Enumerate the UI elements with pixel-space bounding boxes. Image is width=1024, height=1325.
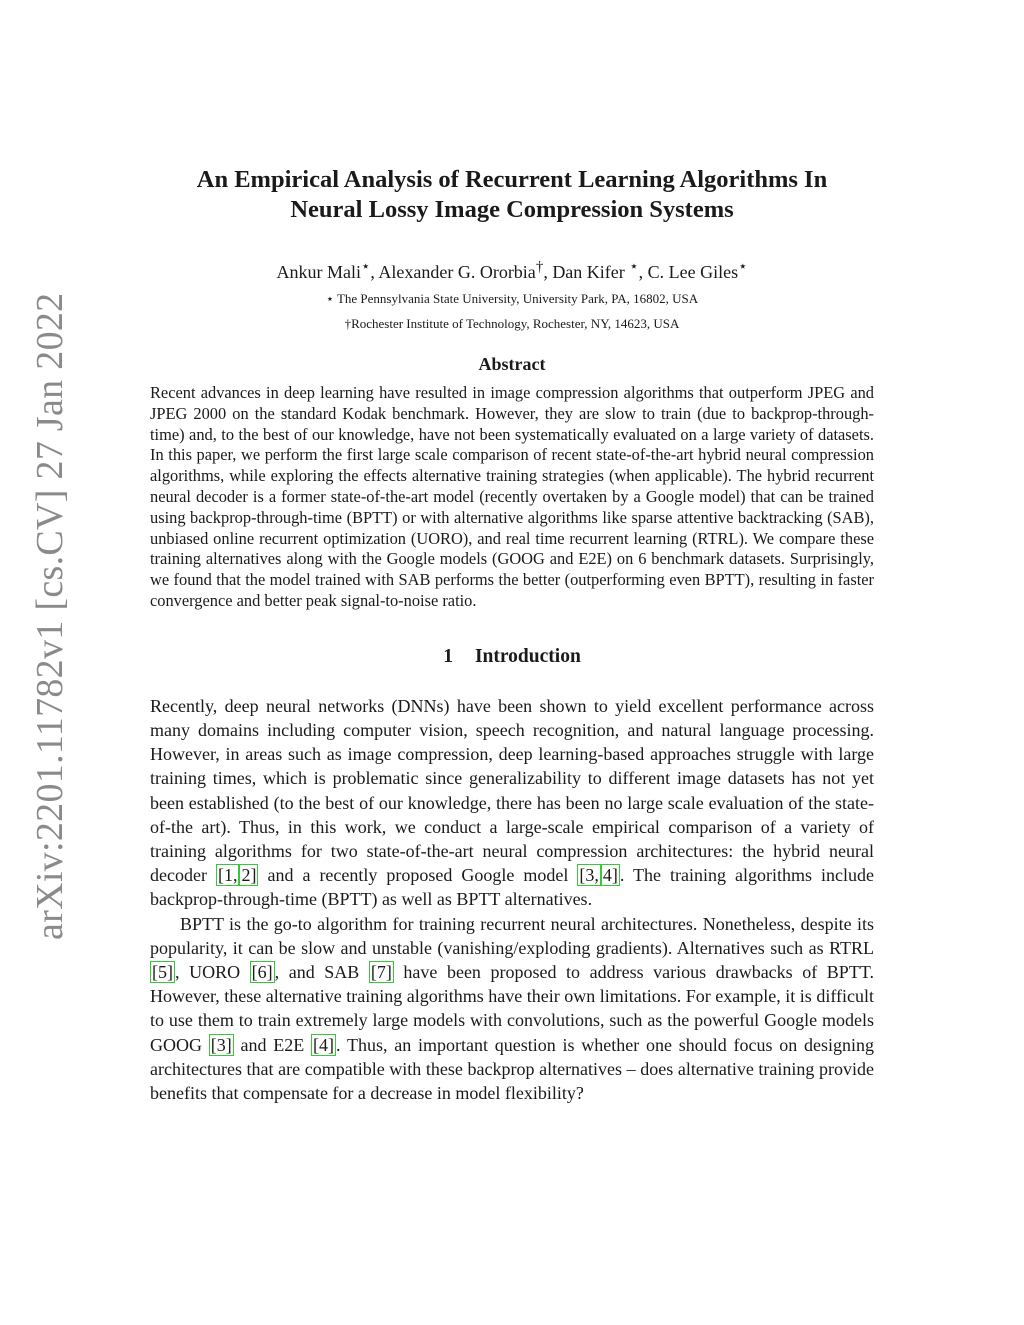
citation-link[interactable]: 2]: [241, 865, 257, 886]
affiliation-psu: ⋆ The Pennsylvania State University, University Park, PA, 16802, USA: [325, 291, 699, 306]
author-separator: ,: [370, 262, 379, 282]
citation-link[interactable]: [5]: [152, 962, 173, 982]
author-affil-mark: †: [535, 259, 544, 275]
author-name: C. Lee Giles: [647, 262, 739, 282]
paragraph-text: . Thus, an important question is whether one should focus on designing architectures that are compatible with these backprop alternatives – does alternative training provide benefits that compensate for a decrease in model flexibility?: [150, 1034, 875, 1104]
author-list: [150, 257, 874, 283]
paragraph-text: and a recently proposed Google model: [258, 865, 578, 886]
title-line-1: An Empirical Analysis of Recurrent Learning Algorithms In: [196, 166, 828, 193]
paragraph-text: , and SAB: [274, 962, 369, 982]
citation-link[interactable]: [1,: [217, 865, 238, 886]
citation-link[interactable]: [6]: [251, 962, 273, 982]
paragraph-text: BPTT is the go-to algorithm for training recurrent neural architectures. Nonetheless, despite its popularity, it can be slow and unstable (vanishing/exploding gradients). Alternatives such as RTRL: [150, 913, 874, 958]
author-affil-mark: ⋆: [738, 259, 748, 275]
paragraph-text: have been proposed to address various drawbacks of BPTT. However, these alternative training algorithms have their own limitations. For example, it is difficult to use them to train extremely large models with convolutions, such as the powerful Google models GOOG: [150, 962, 874, 1055]
section-title: Introduction: [474, 645, 581, 667]
citation-link[interactable]: [3]: [210, 1034, 232, 1055]
section-heading-introduction: [150, 646, 874, 668]
abstract-text: Recent advances in deep learning have resulted in image compression algorithms that outperform JPEG and JPEG 2000 on the standard Kodak benchmark. However, they are slow to train (due to backprop-through-time) and, to the best of our knowledge, have not been systematically evaluated on a large variety of datasets. In this paper, we perform the first large scale comparison of recent state-of-the-art hybrid neural compression algorithms, while exploring the effects alternative training strategies (when applicable). The hybrid recurrent neural decoder is a former state-of-the-art model (recently overtaken by a Google model) that can be trained using backprop-through-time (BPTT) or with alternative algorithms like sparse attentive backtracking (SAB), unbiased online recurrent optimization (UORO), and real time recurrent learning (RTRL). We compare these training alternatives along with the Google models (GOOG and E2E) on 6 benchmark datasets. Surprisingly, we found that the model trained with SAB performs the better (outperforming even BPTT), resulting in faster convergence and better peak signal-to-noise ratio.: [150, 383, 874, 610]
paragraph-text: and E2E: [233, 1034, 312, 1055]
author-name: Dan Kifer: [552, 262, 630, 282]
author-affil-mark: ⋆: [360, 259, 371, 275]
author-separator: ,: [638, 262, 648, 282]
paper-title: [150, 165, 874, 225]
author-affil-mark: ⋆: [629, 259, 639, 275]
paragraph-text: , UORO: [175, 962, 250, 982]
paragraph-text: Recently, deep neural networks (DNNs) have been shown to yield excellent performance across many domains including computer vision, speech recognition, and natural language processing. However, in areas such as image compression, deep learning-based approaches struggle with large training times, which is problematic since generalizability to different image datasets has not yet been established (to the best of our knowledge, there has been no large scale evaluation of the state-of-the art). Thus, in this work, we conduct a large-scale empirical comparison of a variety of training algorithms for two state-of-the-art neural compression architectures: the hybrid neural decoder: [150, 695, 874, 886]
citation-link[interactable]: 4]: [602, 865, 618, 886]
section-number: 1: [443, 645, 453, 667]
arxiv-identifier-stamp: arXiv:2201.11782v1 [cs.CV] 27 Jan 2022: [29, 292, 71, 940]
citation-link[interactable]: [7]: [370, 962, 392, 982]
paragraph-text: . The training algorithms include backprop-through-time (BPTT) as well as BPTT alternatives.: [150, 865, 874, 910]
paper-page: [150, 165, 874, 1105]
author-name: Ankur Mali: [276, 262, 361, 282]
abstract-heading: Abstract: [478, 354, 546, 374]
author-separator: ,: [543, 262, 553, 282]
citation-link[interactable]: [4]: [313, 1034, 335, 1055]
citation-link[interactable]: [3,: [579, 865, 599, 886]
author-name: Alexander G. Ororbia: [378, 262, 536, 282]
title-line-2: Neural Lossy Image Compression Systems: [290, 196, 734, 223]
intro-paragraph-2: [150, 912, 874, 1106]
intro-paragraph-1: [150, 694, 874, 912]
affiliation-rit: †Rochester Institute of Technology, Rochester, NY, 14623, USA: [344, 316, 680, 331]
